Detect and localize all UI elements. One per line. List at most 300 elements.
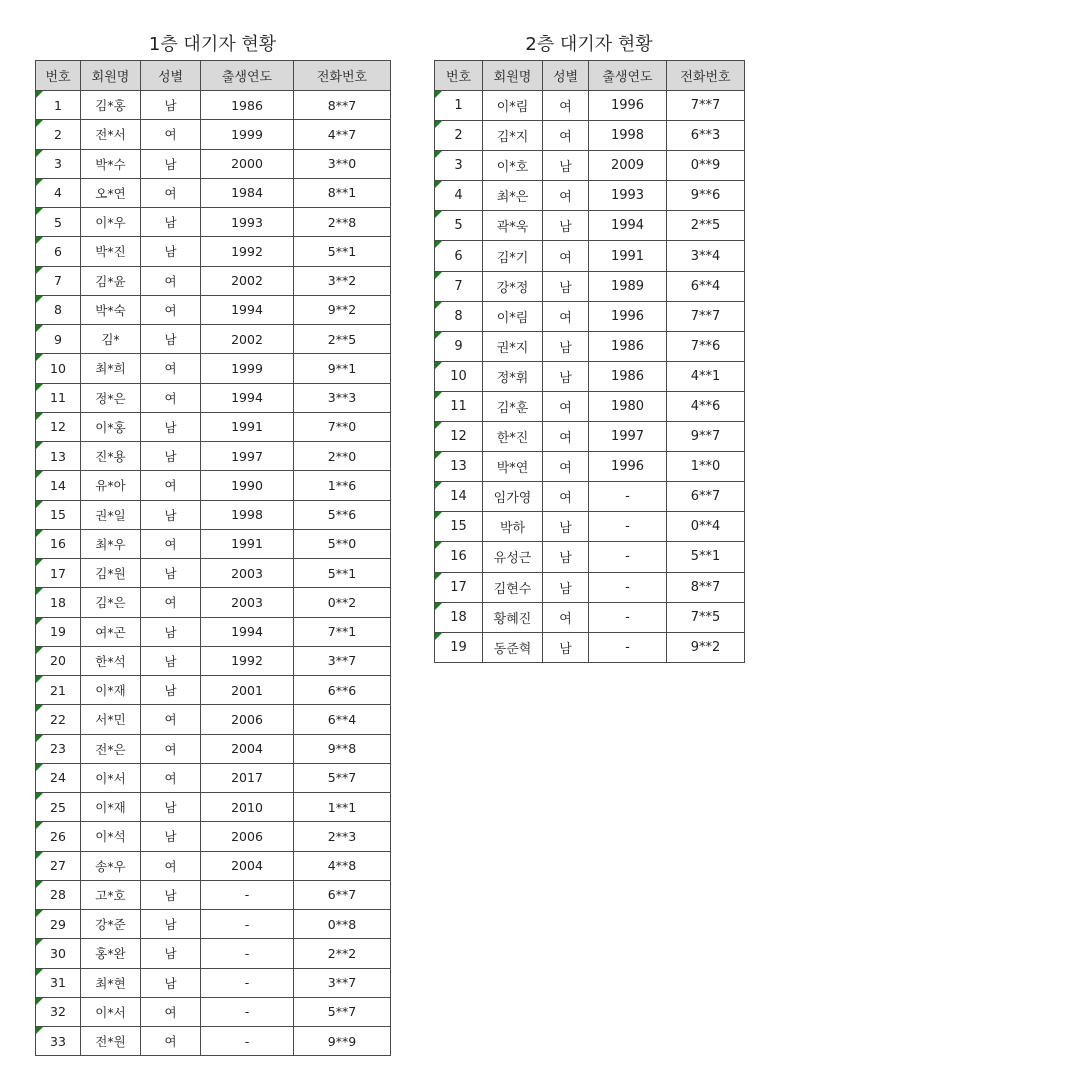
birth-year-cell[interactable]: 2003 (201, 588, 294, 617)
table-row (36, 997, 391, 1026)
number-cell[interactable]: 19 (435, 632, 483, 662)
table-row (36, 910, 391, 939)
member-name-cell[interactable]: 박*진 (81, 237, 141, 266)
member-name-cell[interactable]: 한*석 (81, 646, 141, 675)
phone-cell[interactable]: 7**7 (667, 91, 745, 121)
number-cell[interactable]: 23 (36, 734, 81, 763)
number-cell[interactable]: 29 (36, 910, 81, 939)
number-cell[interactable]: 24 (36, 763, 81, 792)
number-cell[interactable]: 18 (36, 588, 81, 617)
member-name-cell[interactable]: 권*일 (81, 500, 141, 529)
member-name-cell[interactable]: 서*민 (81, 705, 141, 734)
table-row (36, 793, 391, 822)
birth-year-cell[interactable]: 2002 (201, 266, 294, 295)
member-name-cell[interactable]: 전*은 (81, 734, 141, 763)
member-name-cell[interactable]: 이*재 (81, 676, 141, 705)
birth-year-cell[interactable]: - (589, 632, 667, 662)
phone-cell[interactable]: 7**5 (667, 602, 745, 632)
gender-cell[interactable]: 여 (141, 705, 201, 734)
phone-cell[interactable]: 6**4 (667, 271, 745, 301)
number-cell[interactable]: 12 (435, 422, 483, 452)
gender-cell[interactable]: 여 (141, 295, 201, 324)
number-cell[interactable]: 25 (36, 793, 81, 822)
gender-cell[interactable]: 남 (141, 939, 201, 968)
phone-cell[interactable]: 0**4 (667, 512, 745, 542)
phone-cell[interactable]: 6**6 (294, 676, 391, 705)
birth-year-cell[interactable]: 1991 (201, 529, 294, 558)
table-row (36, 822, 391, 851)
number-cell[interactable]: 10 (435, 361, 483, 391)
birth-year-cell[interactable]: 1996 (589, 91, 667, 121)
birth-year-cell[interactable]: 1993 (589, 181, 667, 211)
phone-cell[interactable]: 0**2 (294, 588, 391, 617)
member-name-cell[interactable]: 황혜진 (483, 602, 543, 632)
gender-cell[interactable]: 여 (543, 301, 589, 331)
table-row (36, 295, 391, 324)
member-name-cell[interactable]: 이*홍 (81, 412, 141, 441)
birth-year-cell[interactable]: - (201, 1027, 294, 1056)
member-name-cell[interactable]: 여*곤 (81, 617, 141, 646)
phone-cell[interactable]: 2**8 (294, 208, 391, 237)
table-row (435, 331, 745, 361)
phone-cell[interactable]: 7**6 (667, 331, 745, 361)
gender-cell[interactable]: 남 (141, 676, 201, 705)
member-name-cell[interactable]: 오*연 (81, 178, 141, 207)
gender-cell[interactable]: 여 (141, 588, 201, 617)
number-cell[interactable]: 8 (435, 301, 483, 331)
birth-year-cell[interactable]: 1993 (201, 208, 294, 237)
phone-cell[interactable]: 9**8 (294, 734, 391, 763)
birth-year-cell[interactable]: 1997 (201, 442, 294, 471)
birth-year-cell[interactable]: 2000 (201, 149, 294, 178)
gender-cell[interactable]: 남 (543, 271, 589, 301)
gender-cell[interactable]: 남 (141, 237, 201, 266)
birth-year-cell[interactable]: 1994 (589, 211, 667, 241)
number-cell[interactable]: 22 (36, 705, 81, 734)
birth-year-cell[interactable]: 1994 (201, 383, 294, 412)
gender-cell[interactable]: 남 (543, 542, 589, 572)
phone-cell[interactable]: 7**7 (667, 301, 745, 331)
number-cell[interactable]: 16 (36, 529, 81, 558)
member-name-cell[interactable]: 김*지 (483, 121, 543, 151)
number-cell[interactable]: 32 (36, 997, 81, 1026)
member-name-cell[interactable]: 김*훈 (483, 391, 543, 421)
phone-cell[interactable]: 0**8 (294, 910, 391, 939)
gender-cell[interactable]: 여 (543, 452, 589, 482)
gender-cell[interactable]: 남 (141, 646, 201, 675)
member-name-cell[interactable]: 이*서 (81, 763, 141, 792)
birth-year-cell[interactable]: - (589, 602, 667, 632)
gender-cell[interactable]: 남 (543, 361, 589, 391)
phone-cell[interactable]: 5**0 (294, 529, 391, 558)
birth-year-cell[interactable]: 2001 (201, 676, 294, 705)
phone-cell[interactable]: 8**7 (667, 572, 745, 602)
header-member-name[interactable]: 회원명 (483, 61, 543, 91)
gender-cell[interactable]: 여 (141, 178, 201, 207)
birth-year-cell[interactable]: 1984 (201, 178, 294, 207)
member-name-cell[interactable]: 강*준 (81, 910, 141, 939)
gender-cell[interactable]: 남 (141, 442, 201, 471)
phone-cell[interactable]: 2**5 (294, 325, 391, 354)
gender-cell[interactable]: 여 (141, 851, 201, 880)
gender-cell[interactable]: 여 (543, 121, 589, 151)
table-row (36, 178, 391, 207)
birth-year-cell[interactable]: 1994 (201, 295, 294, 324)
member-name-cell[interactable]: 최*은 (483, 181, 543, 211)
number-cell[interactable]: 26 (36, 822, 81, 851)
number-cell[interactable]: 2 (36, 120, 81, 149)
number-cell[interactable]: 5 (36, 208, 81, 237)
number-cell[interactable]: 30 (36, 939, 81, 968)
number-cell[interactable]: 5 (435, 211, 483, 241)
gender-cell[interactable]: 남 (141, 500, 201, 529)
member-name-cell[interactable]: 박*연 (483, 452, 543, 482)
header-birth-year[interactable]: 출생연도 (201, 61, 294, 91)
birth-year-cell[interactable]: 1990 (201, 471, 294, 500)
table-row (36, 763, 391, 792)
gender-cell[interactable]: 남 (141, 617, 201, 646)
table-row (36, 1027, 391, 1056)
gender-cell[interactable]: 남 (141, 793, 201, 822)
number-cell[interactable]: 7 (435, 271, 483, 301)
number-cell[interactable]: 10 (36, 354, 81, 383)
gender-cell[interactable]: 남 (543, 151, 589, 181)
number-cell[interactable]: 9 (36, 325, 81, 354)
phone-cell[interactable]: 5**7 (294, 763, 391, 792)
phone-cell[interactable]: 3**4 (667, 241, 745, 271)
table-row (36, 442, 391, 471)
member-name-cell[interactable]: 진*용 (81, 442, 141, 471)
member-name-cell[interactable]: 송*우 (81, 851, 141, 880)
birth-year-cell[interactable]: 2004 (201, 851, 294, 880)
number-cell[interactable]: 6 (435, 241, 483, 271)
number-cell[interactable]: 11 (435, 391, 483, 421)
number-cell[interactable]: 21 (36, 676, 81, 705)
member-name-cell[interactable]: 최*우 (81, 529, 141, 558)
member-name-cell[interactable]: 김*홍 (81, 91, 141, 120)
member-name-cell[interactable]: 정*휘 (483, 361, 543, 391)
table-row (435, 391, 745, 421)
phone-cell[interactable]: 1**0 (667, 452, 745, 482)
gender-cell[interactable]: 남 (543, 512, 589, 542)
member-name-cell[interactable]: 최*희 (81, 354, 141, 383)
birth-year-cell[interactable]: 1989 (589, 271, 667, 301)
table-row (435, 542, 745, 572)
gender-cell[interactable]: 여 (141, 471, 201, 500)
table-row (36, 91, 391, 120)
birth-year-cell[interactable]: 1992 (201, 646, 294, 675)
header-gender[interactable]: 성별 (141, 61, 201, 91)
member-name-cell[interactable]: 김*은 (81, 588, 141, 617)
birth-year-cell[interactable]: 1996 (589, 452, 667, 482)
gender-cell[interactable]: 여 (543, 422, 589, 452)
number-cell[interactable]: 33 (36, 1027, 81, 1056)
table-row (435, 632, 745, 662)
gender-cell[interactable]: 여 (141, 529, 201, 558)
member-name-cell[interactable]: 박하 (483, 512, 543, 542)
member-name-cell[interactable]: 이*림 (483, 301, 543, 331)
phone-cell[interactable]: 5**1 (294, 237, 391, 266)
phone-cell[interactable]: 1**1 (294, 793, 391, 822)
birth-year-cell[interactable]: - (589, 542, 667, 572)
phone-cell[interactable]: 4**7 (294, 120, 391, 149)
header-number[interactable]: 번호 (435, 61, 483, 91)
birth-year-cell[interactable]: 1998 (589, 121, 667, 151)
phone-cell[interactable]: 6**7 (667, 482, 745, 512)
birth-year-cell[interactable]: 1991 (589, 241, 667, 271)
number-cell[interactable]: 13 (36, 442, 81, 471)
phone-cell[interactable]: 7**1 (294, 617, 391, 646)
birth-year-cell[interactable]: 2010 (201, 793, 294, 822)
table-row (435, 181, 745, 211)
birth-year-cell[interactable]: 2004 (201, 734, 294, 763)
phone-cell[interactable]: 9**1 (294, 354, 391, 383)
gender-cell[interactable]: 남 (141, 822, 201, 851)
number-cell[interactable]: 2 (435, 121, 483, 151)
table-row (36, 500, 391, 529)
birth-year-cell[interactable]: 1996 (589, 301, 667, 331)
phone-cell[interactable]: 9**2 (667, 632, 745, 662)
birth-year-cell[interactable]: - (589, 572, 667, 602)
phone-cell[interactable]: 3**3 (294, 383, 391, 412)
gender-cell[interactable]: 여 (543, 91, 589, 121)
member-name-cell[interactable]: 이*호 (483, 151, 543, 181)
floor1-waitlist-section (35, 30, 390, 1056)
number-cell[interactable]: 28 (36, 880, 81, 909)
gender-cell[interactable]: 여 (141, 734, 201, 763)
birth-year-cell[interactable]: 1980 (589, 391, 667, 421)
birth-year-cell[interactable]: - (201, 997, 294, 1026)
table-row (36, 705, 391, 734)
phone-cell[interactable]: 3**0 (294, 149, 391, 178)
header-phone[interactable]: 전화번호 (294, 61, 391, 91)
number-cell[interactable]: 14 (36, 471, 81, 500)
phone-cell[interactable]: 1**6 (294, 471, 391, 500)
number-cell[interactable]: 4 (435, 181, 483, 211)
phone-cell[interactable]: 7**0 (294, 412, 391, 441)
phone-cell[interactable]: 2**2 (294, 939, 391, 968)
floor2-header-row (435, 61, 745, 91)
header-number[interactable]: 번호 (36, 61, 81, 91)
member-name-cell[interactable]: 김*윤 (81, 266, 141, 295)
gender-cell[interactable]: 여 (141, 997, 201, 1026)
number-cell[interactable]: 31 (36, 968, 81, 997)
birth-year-cell[interactable]: - (201, 910, 294, 939)
gender-cell[interactable]: 여 (141, 120, 201, 149)
member-name-cell[interactable]: 동준혁 (483, 632, 543, 662)
header-birth-year[interactable]: 출생연도 (589, 61, 667, 91)
gender-cell[interactable]: 여 (141, 1027, 201, 1056)
table-row (435, 121, 745, 151)
phone-cell[interactable]: 2**0 (294, 442, 391, 471)
birth-year-cell[interactable]: 1986 (589, 361, 667, 391)
gender-cell[interactable]: 남 (543, 331, 589, 361)
birth-year-cell[interactable]: 1994 (201, 617, 294, 646)
number-cell[interactable]: 18 (435, 602, 483, 632)
number-cell[interactable]: 17 (36, 559, 81, 588)
gender-cell[interactable]: 여 (141, 354, 201, 383)
number-cell[interactable]: 15 (36, 500, 81, 529)
gender-cell[interactable]: 여 (543, 391, 589, 421)
number-cell[interactable]: 3 (36, 149, 81, 178)
birth-year-cell[interactable]: 1998 (201, 500, 294, 529)
member-name-cell[interactable]: 이*우 (81, 208, 141, 237)
member-name-cell[interactable]: 이*림 (483, 91, 543, 121)
phone-cell[interactable]: 9**6 (667, 181, 745, 211)
phone-cell[interactable]: 5**1 (294, 559, 391, 588)
number-cell[interactable]: 19 (36, 617, 81, 646)
phone-cell[interactable]: 2**3 (294, 822, 391, 851)
gender-cell[interactable]: 남 (543, 632, 589, 662)
number-cell[interactable]: 4 (36, 178, 81, 207)
member-name-cell[interactable]: 김현수 (483, 572, 543, 602)
member-name-cell[interactable]: 유*아 (81, 471, 141, 500)
table-row (36, 529, 391, 558)
birth-year-cell[interactable]: 2009 (589, 151, 667, 181)
member-name-cell[interactable]: 박*수 (81, 149, 141, 178)
gender-cell[interactable]: 여 (141, 383, 201, 412)
phone-cell[interactable]: 4**1 (667, 361, 745, 391)
number-cell[interactable]: 7 (36, 266, 81, 295)
phone-cell[interactable]: 5**7 (294, 997, 391, 1026)
member-name-cell[interactable]: 김*원 (81, 559, 141, 588)
gender-cell[interactable]: 남 (141, 208, 201, 237)
member-name-cell[interactable]: 정*은 (81, 383, 141, 412)
number-cell[interactable]: 3 (435, 151, 483, 181)
table-row (36, 237, 391, 266)
member-name-cell[interactable]: 이*서 (81, 997, 141, 1026)
phone-cell[interactable]: 6**4 (294, 705, 391, 734)
member-name-cell[interactable]: 박*숙 (81, 295, 141, 324)
member-name-cell[interactable]: 김* (81, 325, 141, 354)
gender-cell[interactable]: 여 (141, 266, 201, 295)
gender-cell[interactable]: 남 (141, 910, 201, 939)
header-gender[interactable]: 성별 (543, 61, 589, 91)
member-name-cell[interactable]: 유성근 (483, 542, 543, 572)
birth-year-cell[interactable]: 1991 (201, 412, 294, 441)
member-name-cell[interactable]: 홍*완 (81, 939, 141, 968)
number-cell[interactable]: 8 (36, 295, 81, 324)
member-name-cell[interactable]: 한*진 (483, 422, 543, 452)
phone-cell[interactable]: 9**9 (294, 1027, 391, 1056)
number-cell[interactable]: 15 (435, 512, 483, 542)
birth-year-cell[interactable]: 1999 (201, 354, 294, 383)
birth-year-cell[interactable]: 2003 (201, 559, 294, 588)
table-row (36, 471, 391, 500)
gender-cell[interactable]: 남 (141, 325, 201, 354)
number-cell[interactable]: 14 (435, 482, 483, 512)
number-cell[interactable]: 12 (36, 412, 81, 441)
birth-year-cell[interactable]: 2002 (201, 325, 294, 354)
gender-cell[interactable]: 여 (543, 181, 589, 211)
birth-year-cell[interactable]: 1992 (201, 237, 294, 266)
number-cell[interactable]: 17 (435, 572, 483, 602)
floor1-title: 1층 대기자 현황 (148, 34, 277, 55)
member-name-cell[interactable]: 전*서 (81, 120, 141, 149)
phone-cell[interactable]: 3**7 (294, 646, 391, 675)
birth-year-cell[interactable]: 1997 (589, 422, 667, 452)
number-cell[interactable]: 9 (435, 331, 483, 361)
member-name-cell[interactable]: 최*현 (81, 968, 141, 997)
phone-cell[interactable]: 6**3 (667, 121, 745, 151)
number-cell[interactable]: 20 (36, 646, 81, 675)
gender-cell[interactable]: 남 (141, 559, 201, 588)
table-row (36, 149, 391, 178)
number-cell[interactable]: 1 (435, 91, 483, 121)
phone-cell[interactable]: 9**7 (667, 422, 745, 452)
member-name-cell[interactable]: 이*재 (81, 793, 141, 822)
gender-cell[interactable]: 남 (141, 149, 201, 178)
birth-year-cell[interactable]: - (589, 482, 667, 512)
number-cell[interactable]: 11 (36, 383, 81, 412)
birth-year-cell[interactable]: - (201, 968, 294, 997)
member-name-cell[interactable]: 이*석 (81, 822, 141, 851)
member-name-cell[interactable]: 곽*욱 (483, 211, 543, 241)
birth-year-cell[interactable]: - (201, 880, 294, 909)
table-row (36, 120, 391, 149)
member-name-cell[interactable]: 권*지 (483, 331, 543, 361)
phone-cell[interactable]: 0**9 (667, 151, 745, 181)
header-phone[interactable]: 전화번호 (667, 61, 745, 91)
birth-year-cell[interactable]: 2017 (201, 763, 294, 792)
birth-year-cell[interactable]: 1986 (201, 91, 294, 120)
gender-cell[interactable]: 남 (141, 91, 201, 120)
phone-cell[interactable]: 3**2 (294, 266, 391, 295)
number-cell[interactable]: 13 (435, 452, 483, 482)
gender-cell[interactable]: 남 (543, 211, 589, 241)
member-name-cell[interactable]: 고*호 (81, 880, 141, 909)
gender-cell[interactable]: 남 (543, 572, 589, 602)
header-member-name[interactable]: 회원명 (81, 61, 141, 91)
phone-cell[interactable]: 5**6 (294, 500, 391, 529)
phone-cell[interactable]: 3**7 (294, 968, 391, 997)
birth-year-cell[interactable]: - (589, 512, 667, 542)
birth-year-cell[interactable]: 1986 (589, 331, 667, 361)
phone-cell[interactable]: 4**8 (294, 851, 391, 880)
gender-cell[interactable]: 여 (543, 241, 589, 271)
gender-cell[interactable]: 남 (141, 968, 201, 997)
phone-cell[interactable]: 8**1 (294, 178, 391, 207)
number-cell[interactable]: 16 (435, 542, 483, 572)
number-cell[interactable]: 27 (36, 851, 81, 880)
gender-cell[interactable]: 여 (543, 602, 589, 632)
birth-year-cell[interactable]: 2006 (201, 822, 294, 851)
phone-cell[interactable]: 9**2 (294, 295, 391, 324)
member-name-cell[interactable]: 강*정 (483, 271, 543, 301)
table-row (435, 512, 745, 542)
birth-year-cell[interactable]: - (201, 939, 294, 968)
table-row (435, 301, 745, 331)
phone-cell[interactable]: 4**6 (667, 391, 745, 421)
phone-cell[interactable]: 2**5 (667, 211, 745, 241)
member-name-cell[interactable]: 김*기 (483, 241, 543, 271)
phone-cell[interactable]: 6**7 (294, 880, 391, 909)
number-cell[interactable]: 6 (36, 237, 81, 266)
table-row (435, 572, 745, 602)
birth-year-cell[interactable]: 2006 (201, 705, 294, 734)
member-name-cell[interactable]: 전*원 (81, 1027, 141, 1056)
gender-cell[interactable]: 남 (141, 412, 201, 441)
gender-cell[interactable]: 여 (141, 763, 201, 792)
number-cell[interactable]: 1 (36, 91, 81, 120)
member-name-cell[interactable]: 임가영 (483, 482, 543, 512)
gender-cell[interactable]: 남 (141, 880, 201, 909)
table-row (36, 412, 391, 441)
phone-cell[interactable]: 5**1 (667, 542, 745, 572)
gender-cell[interactable]: 여 (543, 482, 589, 512)
birth-year-cell[interactable]: 1999 (201, 120, 294, 149)
phone-cell[interactable]: 8**7 (294, 91, 391, 120)
